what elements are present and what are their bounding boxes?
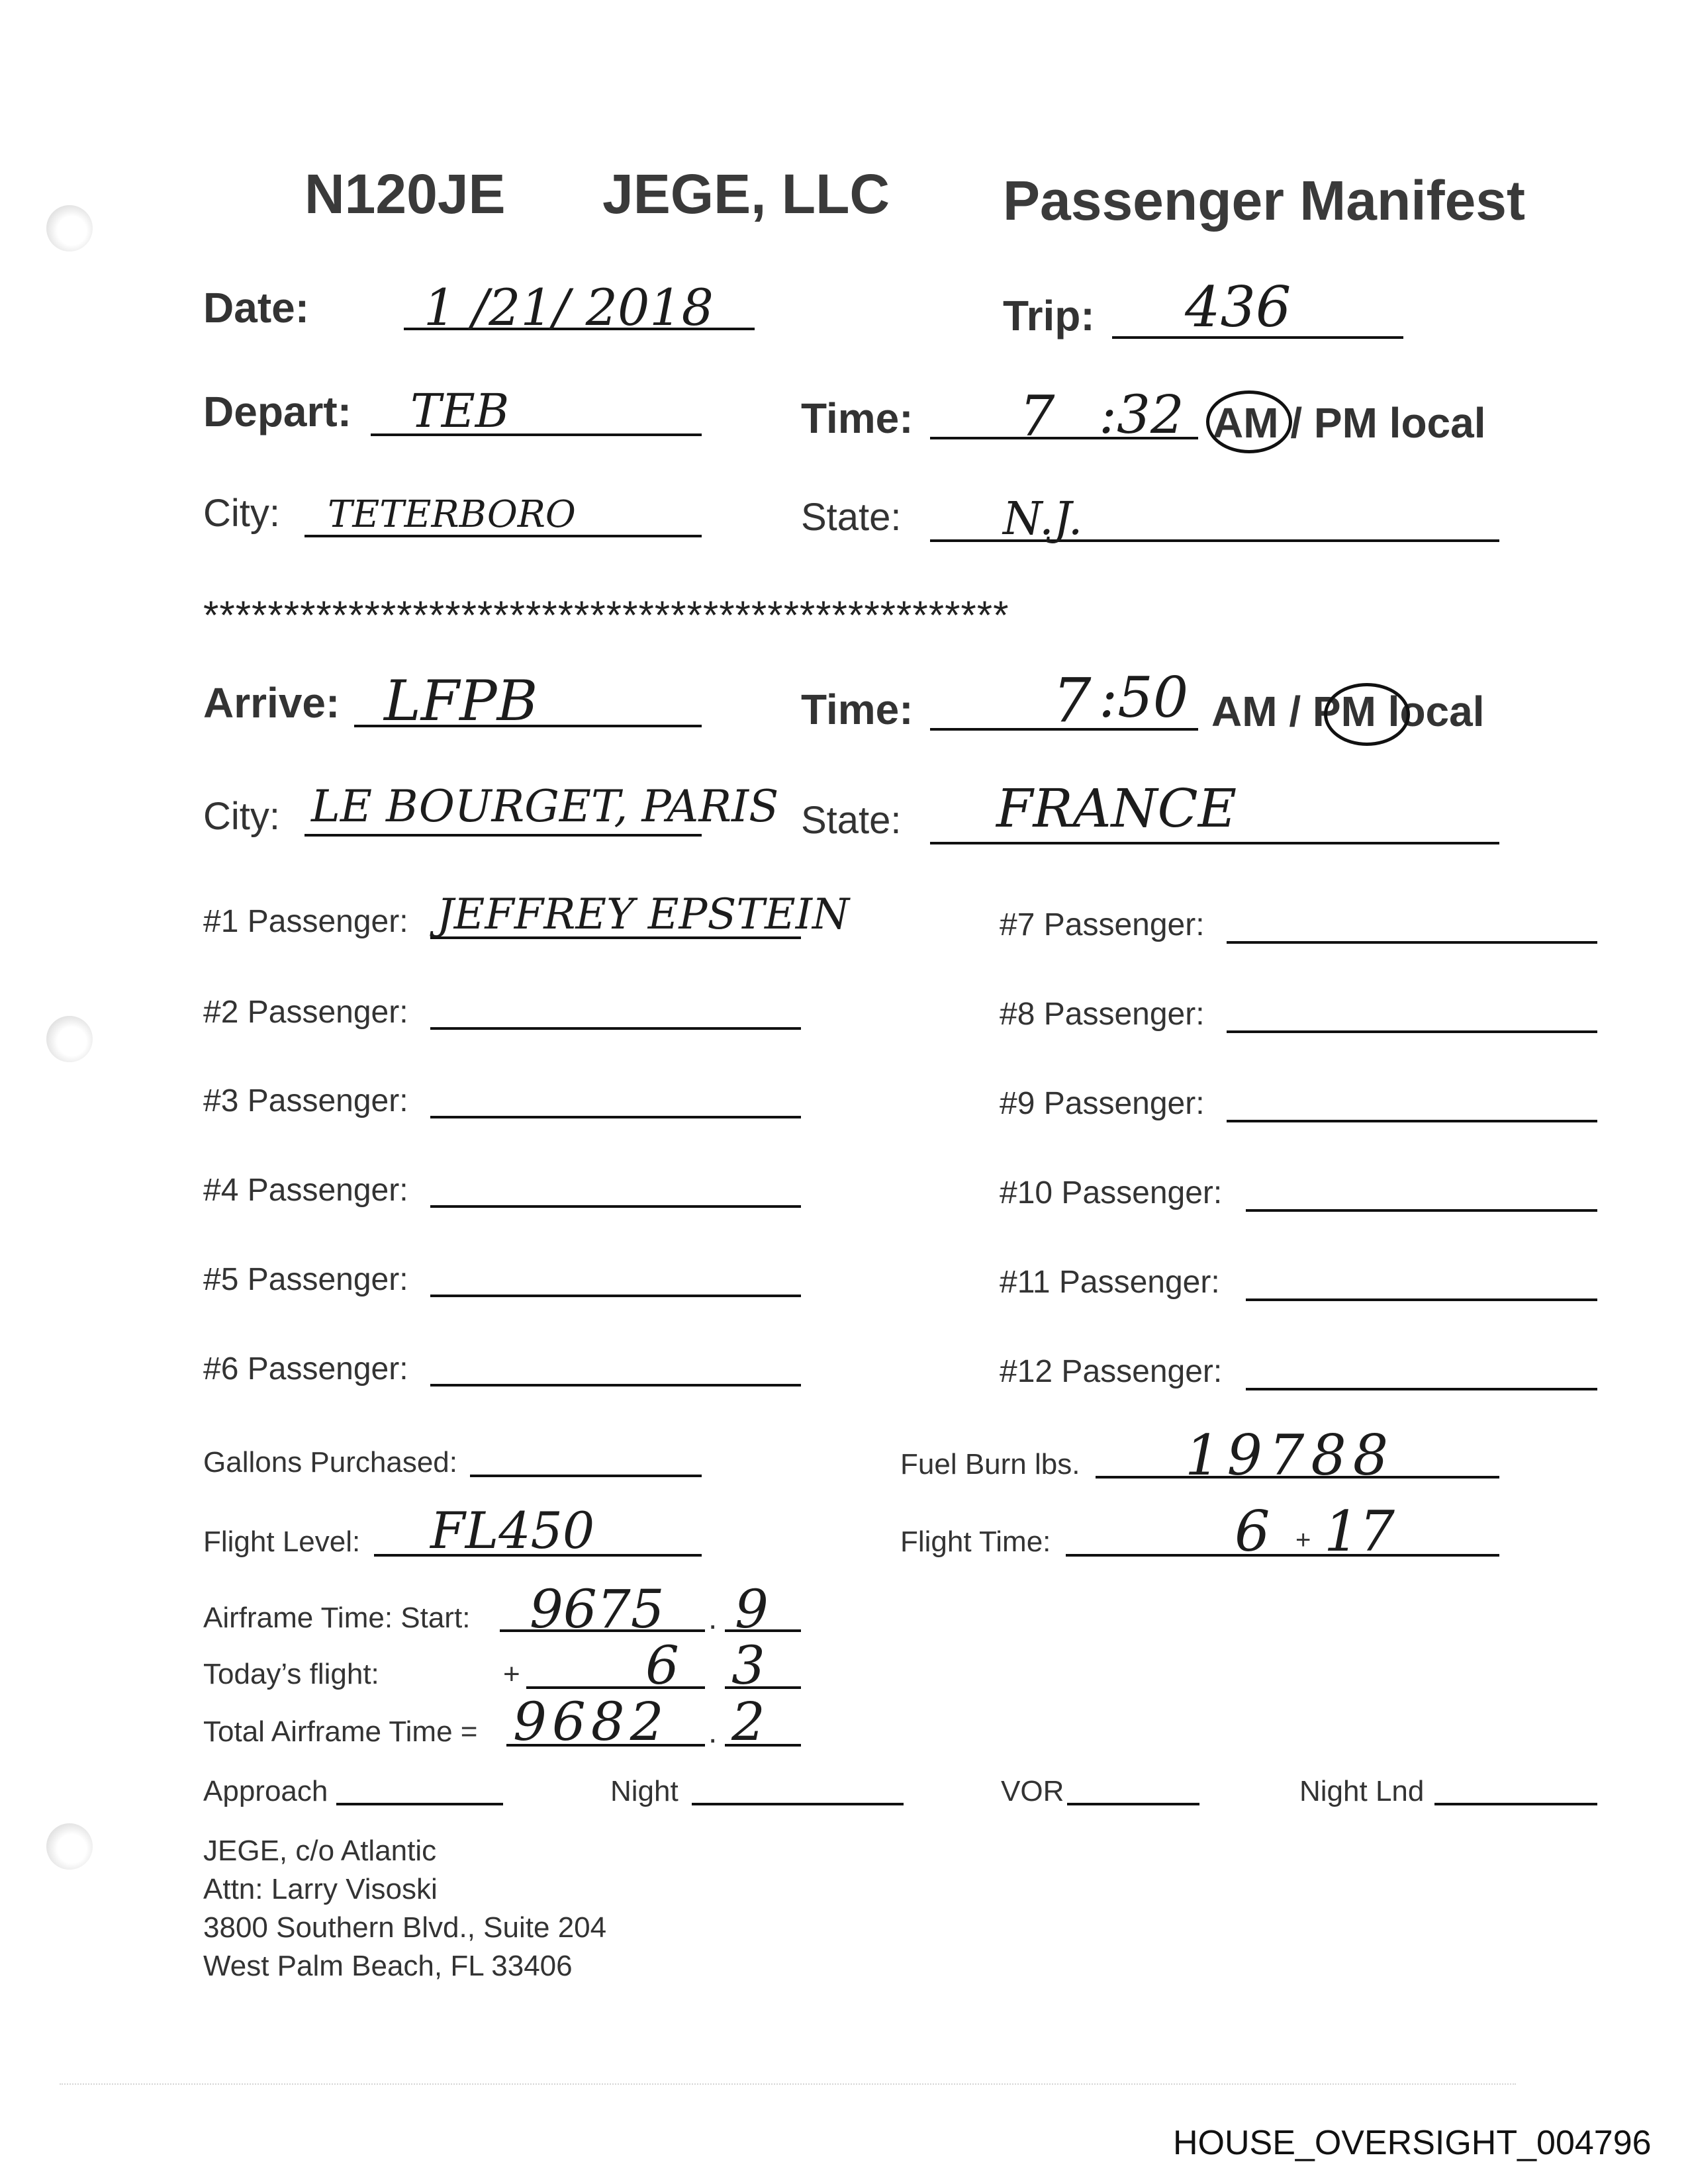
arrive-value: LFPB xyxy=(384,668,538,733)
fuel-burn-label: Fuel Burn lbs. xyxy=(900,1448,1080,1480)
gallons-label: Gallons Purchased: xyxy=(203,1446,457,1479)
passenger-4-line xyxy=(430,1205,801,1208)
airframe-start-label: Airframe Time: Start: xyxy=(203,1602,471,1634)
arrive-city-line xyxy=(305,834,702,837)
passenger-12-line xyxy=(1246,1388,1597,1390)
todays-flight-plus: + xyxy=(503,1658,520,1690)
flight-level-value: FL450 xyxy=(430,1501,595,1560)
date-label: Date: xyxy=(203,284,310,332)
passenger-5-line xyxy=(430,1295,801,1297)
address-line-4: West Palm Beach, FL 33406 xyxy=(203,1950,573,1982)
flight-time-label: Flight Time: xyxy=(900,1525,1051,1558)
arrive-time-minutes: :50 xyxy=(1099,665,1189,730)
date-value: 1 /21/ 2018 xyxy=(424,278,714,337)
passenger-11-label: #11 Passenger: xyxy=(1000,1265,1220,1300)
passenger-9-line xyxy=(1227,1120,1597,1122)
depart-city-value: TETERBORO xyxy=(328,493,576,536)
arrive-state-value: FRANCE xyxy=(996,778,1237,839)
passenger-3-line xyxy=(430,1116,801,1118)
address-line-2: Attn: Larry Visoski xyxy=(203,1873,438,1905)
passenger-10-line xyxy=(1246,1209,1597,1212)
am-circle xyxy=(1206,390,1292,453)
passenger-2-label: #2 Passenger: xyxy=(203,995,408,1030)
flight-time-plus: + xyxy=(1295,1525,1311,1555)
pm-circle xyxy=(1324,683,1410,746)
night-label: Night xyxy=(610,1775,679,1807)
approach-line xyxy=(336,1803,503,1805)
flight-time-line xyxy=(1066,1554,1499,1557)
vor-line xyxy=(1067,1803,1199,1805)
passenger-6-label: #6 Passenger: xyxy=(203,1351,408,1387)
total-airframe-dot: . xyxy=(708,1715,718,1750)
airframe-start-value: 9675 xyxy=(530,1578,665,1640)
flight-time-hours: 6 xyxy=(1235,1499,1270,1564)
night-lnd-line xyxy=(1434,1803,1597,1805)
depart-time-minutes: :32 xyxy=(1099,384,1184,445)
depart-label: Depart: xyxy=(203,388,352,435)
passenger-7-label: #7 Passenger: xyxy=(1000,907,1205,942)
approach-label: Approach xyxy=(203,1775,328,1807)
flight-level-label: Flight Level: xyxy=(203,1525,361,1558)
separator-stars: ************************************************** xyxy=(203,593,1009,637)
total-airframe-value: 9682 xyxy=(513,1691,669,1752)
arrive-city-value: LE BOURGET, PARIS xyxy=(311,781,779,832)
arrive-ampm-label: AM / PM local xyxy=(1211,688,1485,735)
depart-state-label: State: xyxy=(801,496,902,539)
passenger-8-line xyxy=(1227,1030,1597,1033)
todays-flight-label: Today’s flight: xyxy=(203,1658,379,1690)
flight-time-minutes: 17 xyxy=(1324,1499,1395,1564)
trip-value: 436 xyxy=(1185,275,1291,340)
depart-ampm-label: AM / PM local xyxy=(1213,399,1486,447)
arrive-state-label: State: xyxy=(801,799,902,842)
arrive-city-label: City: xyxy=(203,795,280,838)
form-title: Passenger Manifest xyxy=(1003,169,1525,232)
arrive-time-hour: 7 xyxy=(1053,665,1092,736)
passenger-12-label: #12 Passenger: xyxy=(1000,1354,1223,1389)
bates-number: HOUSE_OVERSIGHT_004796 xyxy=(1173,2124,1652,2162)
gallons-line xyxy=(470,1475,702,1477)
binder-hole-bottom xyxy=(46,1823,93,1870)
passenger-3-label: #3 Passenger: xyxy=(203,1083,408,1118)
fuel-burn-value: 19788 xyxy=(1185,1423,1395,1488)
arrive-state-line xyxy=(930,842,1499,844)
arrive-time-label: Time: xyxy=(801,686,914,733)
depart-value: TEB xyxy=(410,384,510,438)
trip-label: Trip: xyxy=(1003,292,1095,340)
depart-time-label: Time: xyxy=(801,394,914,442)
airframe-start-decimal: 9 xyxy=(735,1578,769,1640)
arrive-label: Arrive: xyxy=(203,679,340,727)
address-line-3: 3800 Southern Blvd., Suite 204 xyxy=(203,1911,607,1944)
depart-state-value: N.J. xyxy=(1003,493,1083,545)
tail-number: N120JE xyxy=(305,163,506,225)
passenger-10-label: #10 Passenger: xyxy=(1000,1175,1223,1210)
passenger-11-line xyxy=(1246,1298,1597,1301)
passenger-9-label: #9 Passenger: xyxy=(1000,1086,1205,1121)
night-line xyxy=(692,1803,904,1805)
airframe-start-dot: . xyxy=(708,1601,718,1636)
passenger-8-label: #8 Passenger: xyxy=(1000,997,1205,1032)
total-airframe-label: Total Airframe Time = xyxy=(203,1715,478,1748)
address-line-1: JEGE, c/o Atlantic xyxy=(203,1835,437,1867)
scan-edge-line xyxy=(60,2083,1516,2085)
passenger-1-value: JEFFREY EPSTEIN xyxy=(437,890,849,939)
night-lnd-label: Night Lnd xyxy=(1299,1775,1425,1807)
company-name: JEGE, LLC xyxy=(602,163,890,225)
vor-label: VOR xyxy=(1001,1775,1064,1807)
passenger-2-line xyxy=(430,1027,801,1030)
depart-city-label: City: xyxy=(203,492,280,535)
binder-hole-top xyxy=(46,205,93,251)
passenger-5-label: #5 Passenger: xyxy=(203,1262,408,1297)
total-airframe-decimal: 2 xyxy=(731,1691,765,1752)
todays-flight-value: 6 xyxy=(645,1635,679,1696)
binder-hole-middle xyxy=(46,1016,93,1062)
todays-flight-decimal: 3 xyxy=(731,1635,765,1696)
passenger-1-label: #1 Passenger: xyxy=(203,904,408,939)
passenger-4-label: #4 Passenger: xyxy=(203,1173,408,1208)
depart-time-hour: 7 xyxy=(1019,384,1055,449)
passenger-7-line xyxy=(1227,941,1597,944)
passenger-6-line xyxy=(430,1384,801,1387)
